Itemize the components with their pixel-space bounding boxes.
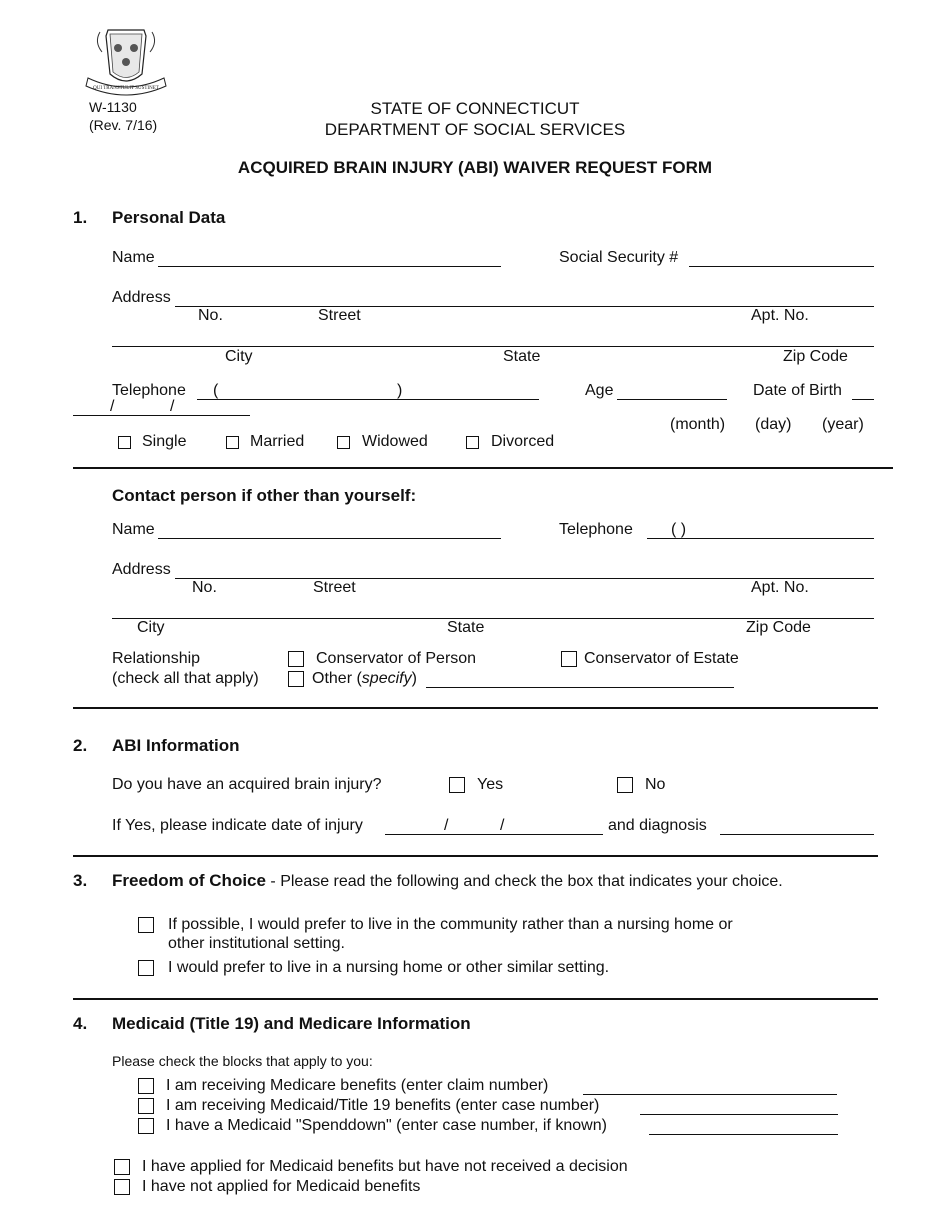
marital-widowed-checkbox[interactable] [337, 436, 350, 449]
city-state-zip-field[interactable] [112, 346, 874, 347]
section1-title: Personal Data [112, 208, 226, 227]
section1-number: 1. [73, 208, 88, 227]
spenddown-case-field[interactable] [649, 1134, 838, 1135]
dob-field[interactable] [73, 415, 250, 416]
phone-close-paren: ) [397, 382, 403, 399]
form-revision: (Rev. 7/16) [89, 117, 158, 133]
section3-instruction: - Please read the following and check the box that indicates your choice. [265, 873, 783, 890]
agency-line1: STATE OF CONNECTICUT [370, 99, 580, 118]
injury-date-field[interactable] [385, 834, 603, 835]
dob-field-start[interactable] [852, 399, 874, 400]
section2-number: 2. [73, 736, 88, 755]
divider [73, 707, 878, 709]
contact-zip-label: Zip Code [746, 619, 811, 636]
address-street-label: Street [318, 307, 361, 324]
contact-address-label: Address [112, 561, 171, 578]
marital-married-checkbox[interactable] [226, 436, 239, 449]
contact-city-label: City [137, 619, 165, 636]
other-relationship-field[interactable] [426, 687, 734, 688]
abi-question: Do you have an acquired brain injury? [112, 776, 382, 793]
contact-name-field[interactable] [158, 538, 501, 539]
section3-title: Freedom of Choice [112, 871, 266, 890]
abi-yes-label: Yes [477, 776, 504, 793]
telephone-field[interactable] [197, 399, 539, 400]
other-relationship-label: Other (specify) [312, 670, 417, 687]
state-label: State [503, 348, 541, 365]
not-applied-label: I have not applied for Medicaid benefits [142, 1178, 421, 1195]
zip-label: Zip Code [783, 348, 848, 365]
abi-no-checkbox[interactable] [617, 777, 633, 793]
contact-telephone-label: Telephone [559, 521, 633, 538]
medicaid-label: I am receiving Medicaid/Title 19 benefits (enter case number) [166, 1097, 600, 1114]
divider [73, 855, 878, 857]
phone-open-paren: ( [213, 382, 219, 399]
name-label: Name [112, 249, 155, 266]
divider [73, 467, 893, 469]
contact-apt-label: Apt. No. [751, 579, 809, 596]
medicare-label: I am receiving Medicare benefits (enter claim number) [166, 1077, 549, 1094]
injury-date-slash-1: / [444, 817, 449, 834]
conservator-person-label: Conservator of Person [316, 650, 477, 667]
medicare-claim-field[interactable] [583, 1094, 837, 1095]
dob-slash-1: / [110, 398, 115, 415]
ssn-label: Social Security # [559, 249, 679, 266]
other-relationship-checkbox[interactable] [288, 671, 304, 687]
city-label: City [225, 348, 253, 365]
injury-date-slash-2: / [500, 817, 505, 834]
telephone-label: Telephone [112, 382, 186, 399]
medicaid-checkbox[interactable] [138, 1098, 154, 1114]
prefer-community-checkbox[interactable] [138, 917, 154, 933]
form-number: W-1130 [89, 99, 137, 115]
contact-title: Contact person if other than yourself: [112, 486, 417, 505]
contact-street-label: Street [313, 579, 356, 596]
applied-pending-checkbox[interactable] [114, 1159, 130, 1175]
address-apt-label: Apt. No. [751, 307, 809, 324]
medicaid-case-field[interactable] [640, 1114, 838, 1115]
marital-divorced-label: Divorced [491, 433, 555, 450]
abi-yes-checkbox[interactable] [449, 777, 465, 793]
abi-no-label: No [645, 776, 666, 793]
age-field[interactable] [617, 399, 727, 400]
conservator-person-checkbox[interactable] [288, 651, 304, 667]
spenddown-label: I have a Medicaid "Spenddown" (enter case number, if known) [166, 1117, 607, 1134]
conservator-estate-checkbox[interactable] [561, 651, 577, 667]
section4-instruction: Please check the blocks that apply to you: [112, 1053, 373, 1069]
dob-day-label: (day) [755, 416, 792, 433]
conservator-estate-label: Conservator of Estate [584, 650, 739, 667]
svg-text:QUI TRANSTULIT SUSTINET: QUI TRANSTULIT SUSTINET [93, 86, 159, 91]
agency-line2: DEPARTMENT OF SOCIAL SERVICES [324, 120, 626, 139]
section3-heading [112, 871, 783, 891]
dob-month-label: (month) [670, 416, 726, 433]
contact-phone-parens: ( ) [671, 521, 687, 538]
state-seal-logo [80, 22, 172, 102]
section4-title: Medicaid (Title 19) and Medicare Information [112, 1014, 471, 1033]
dob-year-label: (year) [822, 416, 864, 433]
section3-number: 3. [73, 871, 88, 890]
name-field[interactable] [158, 266, 501, 267]
ssn-field[interactable] [689, 266, 874, 267]
prefer-nursing-home-label: I would prefer to live in a nursing home or other similar setting. [168, 959, 610, 976]
diagnosis-label: and diagnosis [608, 817, 707, 834]
section4-number: 4. [73, 1014, 88, 1033]
dob-slash-2: / [170, 398, 175, 415]
diagnosis-field[interactable] [720, 834, 874, 835]
prefer-nursing-home-checkbox[interactable] [138, 960, 154, 976]
prefer-community-line2: other institutional setting. [168, 935, 345, 952]
relationship-hint: (check all that apply) [112, 670, 259, 687]
injury-date-label: If Yes, please indicate date of injury [112, 817, 363, 834]
marital-widowed-label: Widowed [362, 433, 428, 450]
contact-no-label: No. [192, 579, 217, 596]
marital-single-label: Single [142, 433, 187, 450]
relationship-label: Relationship [112, 650, 201, 667]
prefer-community-line1: If possible, I would prefer to live in the community rather than a nursing home or [168, 916, 733, 933]
age-label: Age [585, 382, 614, 399]
marital-single-checkbox[interactable] [118, 436, 131, 449]
address-label: Address [112, 289, 171, 306]
section2-title: ABI Information [112, 736, 240, 755]
divider [73, 998, 878, 1000]
marital-married-label: Married [250, 433, 305, 450]
marital-divorced-checkbox[interactable] [466, 436, 479, 449]
dob-label: Date of Birth [753, 382, 842, 399]
applied-pending-label: I have applied for Medicaid benefits but have not received a decision [142, 1158, 628, 1175]
contact-name-label: Name [112, 521, 155, 538]
not-applied-checkbox[interactable] [114, 1179, 130, 1195]
address-no-label: No. [198, 307, 223, 324]
spenddown-checkbox[interactable] [138, 1118, 154, 1134]
form-title: ACQUIRED BRAIN INJURY (ABI) WAIVER REQUEST FORM [237, 158, 713, 177]
contact-state-label: State [447, 619, 485, 636]
medicare-checkbox[interactable] [138, 1078, 154, 1094]
